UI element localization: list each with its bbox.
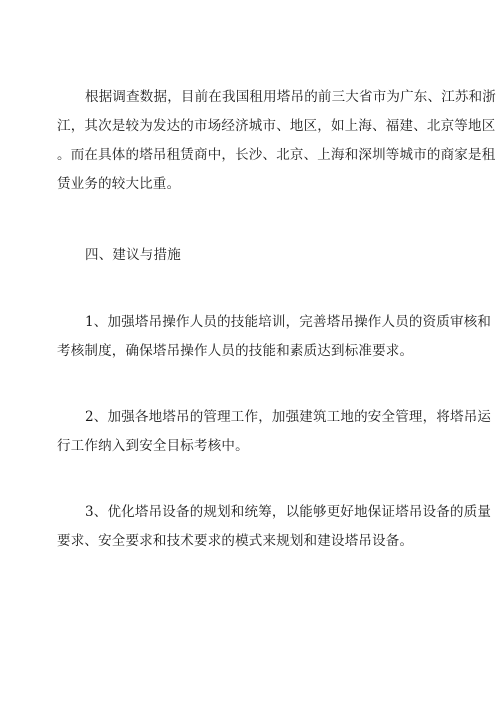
text-line: 行工作纳入到安全目标考核中。 xyxy=(57,438,249,454)
text-line: 江，其次是较为发达的市场经济城市、地区，如上海、福建、北京等地区 xyxy=(57,118,496,134)
text-line: 根据调查数据，目前在我国租用塔吊的前三大省市为广东、江苏和浙 xyxy=(85,89,496,105)
text-line: 要求、安全要求和技术要求的模式来规划和建设塔吊设备。 xyxy=(57,533,414,549)
market-analysis-paragraph xyxy=(57,83,496,199)
text-line: 3、优化塔吊设备的规划和统筹，以能够更好地保证塔吊设备的质量 xyxy=(85,504,492,520)
section-heading-text: 四、建议与措施 xyxy=(85,247,181,263)
recommendation-item-3 xyxy=(57,498,492,556)
text-line: 1、加强塔吊操作人员的技能培训，完善塔吊操作人员的资质审核和 xyxy=(85,314,492,330)
recommendation-item-2 xyxy=(57,403,492,461)
text-line: 。而在具体的塔吊租赁商中，长沙、北京、上海和深圳等城市的商家是租 xyxy=(57,147,496,163)
text-line: 考核制度，确保塔吊操作人员的技能和素质达到标准要求。 xyxy=(57,343,414,359)
recommendation-item-1 xyxy=(57,308,492,366)
section-heading xyxy=(57,241,445,270)
text-line: 赁业务的较大比重。 xyxy=(57,176,181,192)
text-line: 2、加强各地塔吊的管理工作，加强建筑工地的安全管理，将塔吊运 xyxy=(85,409,492,425)
